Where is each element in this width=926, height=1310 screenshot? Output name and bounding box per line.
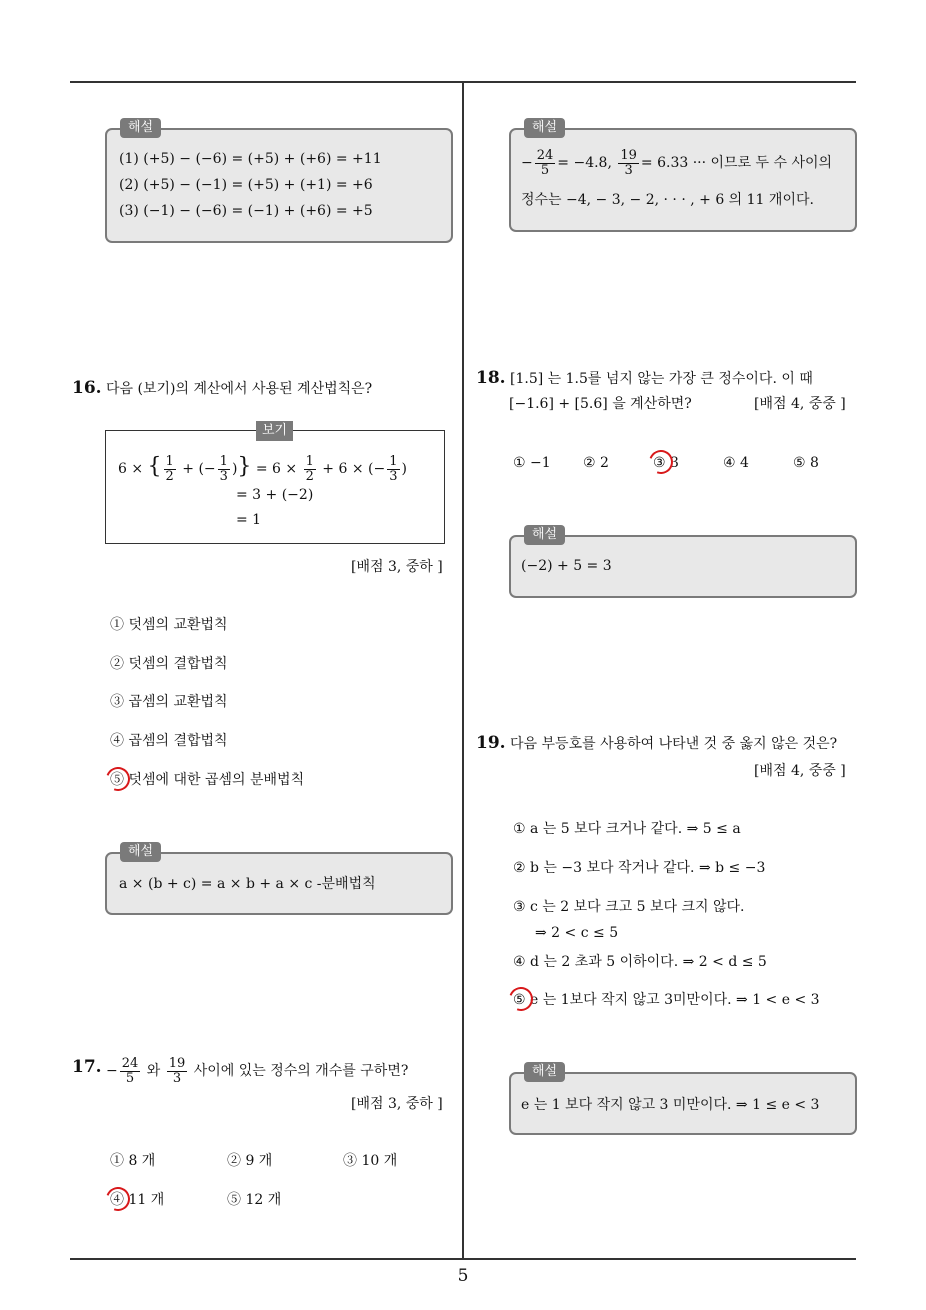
bogi-line: = 3 + (−2) (236, 487, 314, 503)
solution-tag: 해설 (120, 842, 161, 862)
question-text: 다음 부등호를 사용하여 나타낸 것 중 옳지 않은 것은? (510, 736, 838, 752)
column-divider (462, 82, 464, 1260)
option[interactable]: ① 8 개 (110, 1153, 156, 1169)
option[interactable]: ③ 10 개 (343, 1153, 398, 1169)
solution-line: a × (b + c) = a × b + a × c -분배법칙 (119, 876, 376, 892)
question-text: [1.5] 는 1.5를 넘지 않는 가장 큰 정수이다. 이 때 (510, 371, 813, 387)
solution-text: = 6.33 ··· 이므로 두 수 사이의 (640, 155, 833, 171)
option[interactable]: ④ 11 개 (110, 1192, 165, 1208)
question-18 (476, 369, 813, 388)
solution-text: = −4.8, (557, 155, 612, 171)
question-17 (72, 1050, 102, 1085)
solution-tag: 해설 (524, 1062, 565, 1082)
question-17-body: − $\frac{24}{5}$ 와 $\frac{19}{3}$ 사이에 있는 정수의 개수를 구하면? (106, 1055, 409, 1086)
solution-tag: 해설 (524, 525, 565, 545)
score: [배점 3, 중하 ] (351, 559, 443, 575)
option[interactable]: ④ 4 (723, 455, 749, 471)
bogi-tag: 보기 (256, 421, 293, 441)
option-continuation: ⇒ 2 < c ≤ 5 (535, 925, 619, 941)
question-number: 18. (476, 368, 506, 388)
option[interactable]: ① −1 (513, 455, 551, 471)
solution-box-17 (509, 128, 857, 232)
solution-tag: 해설 (120, 118, 161, 138)
option[interactable]: ⑤ 덧셈에 대한 곱셈의 분배법칙 (110, 772, 305, 788)
solution-line: (1) (+5) − (−6) = (+5) + (+6) = +11 (119, 151, 382, 167)
solution-line: (−2) + 5 = 3 (521, 558, 612, 574)
option[interactable]: ④ d 는 2 초과 5 이하이다. ⇒ 2 < d ≤ 5 (513, 954, 767, 970)
question-text: 다음 (보기)의 계산에서 사용된 계산법칙은? (106, 381, 373, 397)
answer-mark-circle (102, 1183, 134, 1215)
page-number: 5 (457, 1266, 469, 1286)
question-number: 19. (476, 733, 506, 753)
question-16 (72, 379, 372, 398)
solution-line: 정수는 −4, − 3, − 2, · · · , + 6 의 11 개이다. (521, 192, 814, 208)
question-text: [−1.6] + [5.6] 을 계산하면? (509, 396, 692, 412)
answer-mark-circle (102, 763, 134, 795)
option[interactable]: ① a 는 5 보다 크거나 같다. ⇒ 5 ≤ a (513, 821, 741, 837)
option[interactable]: ③ 곱셈의 교환법칙 (110, 694, 228, 710)
solution-tag: 해설 (524, 118, 565, 138)
answer-mark-circle (505, 983, 537, 1015)
answer-mark-circle (645, 446, 677, 478)
option[interactable]: ⑤ e 는 1보다 작지 않고 3미만이다. ⇒ 1 < e < 3 (513, 992, 820, 1008)
option[interactable]: ④ 곱셈의 결합법칙 (110, 733, 228, 749)
bogi-expression: 6 × { $\frac{1}{2}$ + (− $\frac{1}{3}$ )} = 6 × $\frac{1}{2}$ + 6 × (− $\frac{1}{3}$ ) (118, 453, 407, 484)
question-number: 17. (72, 1057, 102, 1077)
bogi-line: = 1 (236, 512, 262, 528)
option[interactable]: ② b 는 −3 보다 작거나 같다. ⇒ b ≤ −3 (513, 860, 766, 876)
option[interactable]: ③ c 는 2 보다 크고 5 보다 크지 않다. (513, 899, 745, 915)
option[interactable]: ③ 3 (653, 455, 679, 471)
option[interactable]: ⑤ 12 개 (227, 1192, 282, 1208)
bottom-rule (70, 1258, 856, 1260)
solution-line: (3) (−1) − (−6) = (−1) + (+6) = +5 (119, 203, 373, 219)
option[interactable]: ① 덧셈의 교환법칙 (110, 617, 228, 633)
option[interactable]: ② 덧셈의 결합법칙 (110, 656, 228, 672)
question-19 (476, 734, 837, 753)
question-number: 16. (72, 378, 102, 398)
option[interactable]: ⑤ 8 (793, 455, 819, 471)
option[interactable]: ② 2 (583, 455, 609, 471)
score: [배점 4, 중중 ] (754, 396, 846, 412)
solution-line: e 는 1 보다 작지 않고 3 미만이다. ⇒ 1 ≤ e < 3 (521, 1097, 820, 1113)
score: [배점 4, 중중 ] (754, 763, 846, 779)
option[interactable]: ② 9 개 (227, 1153, 273, 1169)
score: [배점 3, 중하 ] (351, 1096, 443, 1112)
solution-line: − $\frac{24}{5}$ = −4.8, $\frac{19}{3}$ = 6.33 ··· 이므로 두 수 사이의 (521, 147, 833, 178)
solution-line: (2) (+5) − (−1) = (+5) + (+1) = +6 (119, 177, 373, 193)
